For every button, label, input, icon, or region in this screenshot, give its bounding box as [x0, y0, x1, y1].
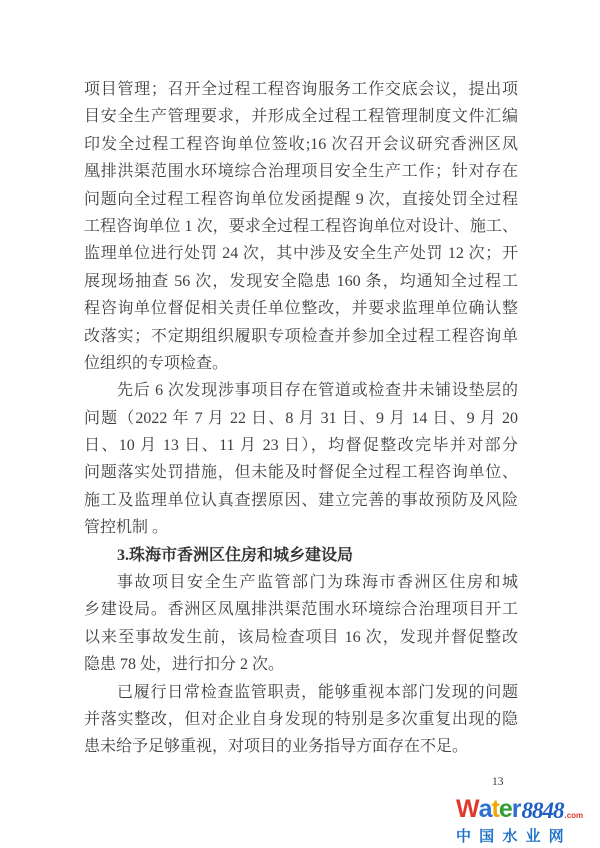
logo-wordmark	[456, 797, 596, 822]
logo-number: 8848	[521, 798, 564, 823]
page-number: 13	[492, 776, 504, 788]
text-line: 问题向全过程工程咨询单位发函提醒 9 次，直接处罚全过程	[84, 190, 518, 208]
text-line: 改落实；不定期组织履职专项检查并参加全过程工程咨询单	[84, 327, 518, 345]
text-line: 项目管理；召开全过程工程咨询服务工作交底会议，提出项	[84, 81, 518, 98]
logo-letter: r	[511, 795, 521, 823]
text-line: 乡建设局。香洲区凤凰排洪渠范围水环境综合治理项目开工	[84, 601, 518, 619]
text-line: 监理单位进行处罚 24 次，其中涉及安全生产处罚 12 次；开	[84, 245, 518, 263]
text-line: 事故项目安全生产监管部门为珠海市香洲区住房和城	[117, 574, 518, 592]
text-line: 以来至事故发生前，该局检查项目 16 次，发现并督促整改	[84, 628, 518, 646]
text-line: 展现场抽查 56 次，发现安全隐患 160 条，均通知全过程工	[84, 272, 518, 290]
text-line: 工程咨询单位 1 次，要求全过程工程咨询单位对设计、施工、	[84, 217, 518, 235]
text-line: 问题落实处罚措施，但未能及时督促全过程工程咨询单位、	[84, 464, 518, 482]
text-line: 日、10 月 13 日、11 月 23 日），均督促整改完毕并对部分	[84, 437, 518, 455]
logo-letter: W	[456, 795, 479, 823]
text-line: 隐患 78 处，进行扣分 2 次。	[84, 656, 285, 674]
text-line: 问题（2022 年 7 月 22 日、8 月 31 日、9 月 14 日、9 月 20	[84, 409, 518, 427]
logo-letter: a	[478, 795, 492, 823]
text-line: 凰排洪渠范围水环境综合治理项目安全生产工作；针对存在	[84, 163, 518, 181]
logo-tld: .com	[564, 811, 584, 820]
text-line: 施工及监理单位认真查摆原因、建立完善的事故预防及风险	[84, 491, 518, 509]
text-line: 并落实整改，但对企业自身发现的特别是多次重复出现的隐	[84, 710, 518, 728]
logo-letter: e	[498, 795, 512, 823]
logo-subtitle: 中 国 水 业 网	[456, 828, 566, 845]
section-heading-3: 3.珠海市香洲区住房和城乡建设局	[117, 546, 354, 564]
text-line: 程咨询单位督促相关责任单位整改，并要求监理单位确认整	[84, 300, 518, 318]
text-line: 目安全生产管理要求，并形成全过程工程管理制度文件汇编	[84, 108, 518, 126]
text-line: 管控机制 。	[84, 519, 169, 537]
text-line: 先后 6 次发现涉事项目存在管道或检查井未铺设垫层的	[117, 382, 518, 400]
text-line: 患未给予足够重视，对项目的业务指导方面存在不足。	[84, 738, 469, 756]
water8848-watermark-logo	[456, 797, 596, 848]
text-line: 已履行日常检查监管职责，能够重视本部门发现的问题	[117, 683, 518, 701]
text-line: 印发全过程工程咨询单位签收;16 次召开会议研究香洲区凤	[84, 135, 518, 153]
logo-letter: t	[491, 795, 499, 823]
document-text-block	[84, 76, 518, 761]
text-line: 位组织的专项检查。	[84, 354, 229, 372]
